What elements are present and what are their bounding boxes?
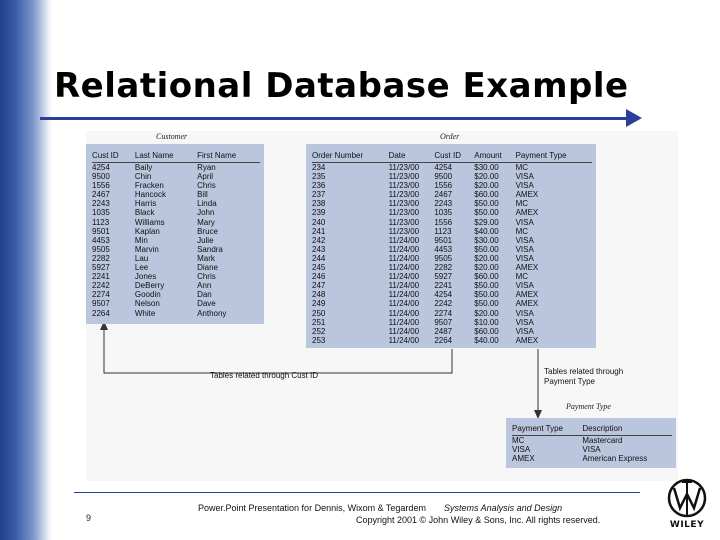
order-cell: $50.00 [474, 208, 499, 218]
customer-cell: 2243 [92, 199, 110, 209]
order-cell: 1556 [434, 217, 453, 227]
order-row [312, 199, 592, 208]
order-cell: AMEX [515, 263, 539, 273]
order-cell: 236 [312, 181, 326, 191]
customer-cell: Goodin [134, 290, 161, 300]
order-cell: $50.00 [474, 299, 499, 309]
order-cell: 248 [312, 290, 326, 300]
customer-row [92, 299, 260, 308]
order-table [312, 149, 592, 345]
order-cell: 11/23/00 [388, 181, 420, 191]
customer-row [92, 163, 260, 173]
order-cell: 11/23/00 [388, 163, 420, 172]
customer-row [92, 236, 260, 245]
customer-cell: Julie [197, 235, 214, 245]
customer-cell: Baily [134, 163, 153, 172]
order-cell: $60.00 [474, 190, 499, 200]
order-header-cell: Date [389, 149, 435, 163]
customer-cell: Marvin [134, 244, 159, 254]
customer-row [92, 263, 260, 272]
order-cell: 4453 [434, 244, 453, 254]
order-cell: 1123 [434, 226, 452, 236]
customer-cell: Harris [134, 199, 157, 209]
payment-cell: VISA [512, 445, 531, 455]
order-header-cell: Cust ID [434, 149, 474, 163]
order-cell: 9505 [434, 253, 453, 263]
title-underline [40, 117, 632, 120]
payment-cell: VISA [582, 445, 601, 455]
payment-row [512, 436, 672, 446]
order-cell: 1035 [434, 208, 453, 218]
customer-row [92, 218, 260, 227]
customer-cell: 2242 [92, 281, 110, 291]
order-cell: 11/24/00 [388, 299, 420, 309]
order-cell: VISA [515, 244, 534, 254]
customer-cell: 2274 [92, 290, 110, 300]
order-cell: 11/24/00 [388, 290, 420, 300]
order-cell: 11/24/00 [388, 326, 420, 336]
customer-cell: Jones [134, 272, 157, 282]
order-cell: VISA [515, 217, 534, 227]
order-row [312, 254, 592, 263]
order-cell: 244 [312, 253, 326, 263]
customer-header-row [92, 149, 260, 163]
page-number: 9 [86, 513, 92, 523]
order-cell: 238 [312, 199, 326, 209]
customer-header-cell: Cust ID [92, 149, 135, 163]
order-cell: 234 [312, 163, 326, 172]
customer-cell: Dave [197, 299, 216, 309]
payment-header-cell: Payment Type [512, 422, 582, 436]
order-caption: Order [440, 132, 460, 141]
order-row [312, 290, 592, 299]
customer-cell: DeBerry [134, 281, 165, 291]
order-cell: VISA [515, 281, 534, 291]
order-cell: 2467 [434, 190, 453, 200]
order-cell: 4254 [434, 290, 453, 300]
order-cell: 240 [312, 217, 326, 227]
slide-title: Relational Database Example [54, 66, 629, 106]
order-cell: 2282 [434, 263, 453, 273]
order-cell: AMEX [515, 290, 539, 300]
order-cell: $50.00 [474, 290, 499, 300]
order-cell: $20.00 [474, 253, 499, 263]
order-row [312, 163, 592, 173]
customer-cell: 1556 [92, 181, 110, 191]
order-cell: 11/23/00 [388, 190, 420, 200]
order-cell: 253 [312, 335, 326, 345]
footer-copyright: Copyright 2001 © John Wiley & Sons, Inc. All rights reserved. [356, 515, 601, 525]
customer-cell: Ryan [197, 163, 216, 172]
customer-cell: April [197, 172, 214, 182]
payment-row [512, 445, 672, 454]
order-row [312, 309, 592, 318]
order-cell: 1556 [434, 181, 453, 191]
order-cell: $50.00 [474, 199, 499, 209]
customer-table [92, 149, 260, 318]
payment-cell: AMEX [512, 454, 535, 464]
order-cell: 241 [312, 226, 326, 236]
order-cell: 11/23/00 [388, 226, 420, 236]
order-cell: MC [515, 199, 529, 209]
payment-cell: MC [512, 436, 525, 445]
order-cell: 11/24/00 [388, 263, 420, 273]
order-cell: 243 [312, 244, 326, 254]
order-cell: 9500 [434, 172, 453, 182]
order-cell: MC [515, 163, 529, 172]
order-cell: 2274 [434, 308, 453, 318]
title-arrow-icon [626, 109, 642, 127]
order-row [312, 263, 592, 272]
order-row [312, 190, 592, 199]
order-cell: AMEX [515, 299, 539, 309]
order-cell: $20.00 [474, 172, 499, 182]
customer-row [92, 208, 260, 217]
order-cell: $60.00 [474, 272, 499, 282]
customer-row [92, 309, 260, 318]
order-cell: $30.00 [474, 163, 499, 172]
payment-caption: Payment Type [566, 402, 611, 411]
payment-relation-label-line1: Tables related through [544, 367, 624, 376]
customer-row [92, 172, 260, 181]
customer-row [92, 245, 260, 254]
order-cell: 235 [312, 172, 326, 182]
customer-cell: 1123 [92, 217, 110, 227]
customer-row [92, 199, 260, 208]
customer-cell: Sandra [197, 244, 223, 254]
order-row [312, 181, 592, 190]
customer-cell: Black [134, 208, 155, 218]
customer-cell: Mary [197, 217, 215, 227]
footer-rule [74, 492, 640, 493]
order-cell: VISA [515, 308, 534, 318]
customer-row [92, 254, 260, 263]
order-cell: 252 [312, 326, 326, 336]
order-row [312, 299, 592, 308]
customer-cell: 9500 [92, 172, 110, 182]
order-header-cell: Payment Type [516, 149, 592, 163]
order-cell: 246 [312, 272, 326, 282]
order-cell: 11/23/00 [388, 172, 420, 182]
order-row [312, 327, 592, 336]
customer-cell: Bruce [197, 226, 218, 236]
order-cell: AMEX [515, 190, 539, 200]
order-row [312, 272, 592, 281]
customer-cell: Min [134, 235, 148, 245]
customer-cell: Hancock [134, 190, 166, 200]
customer-cell: 9507 [92, 299, 110, 309]
order-cell: 11/24/00 [388, 308, 420, 318]
order-cell: $60.00 [474, 326, 499, 336]
order-cell: 249 [312, 299, 326, 309]
order-cell: $50.00 [474, 244, 499, 254]
order-row [312, 236, 592, 245]
order-cell: $20.00 [474, 263, 499, 273]
payment-header-cell: Description [582, 422, 672, 436]
customer-cell: Lau [134, 253, 149, 263]
side-gradient-bar [0, 0, 52, 540]
payment-header-row [512, 422, 672, 436]
order-cell: $10.00 [474, 317, 499, 327]
footer-presentation-text: Power.Point Presentation for Dennis, Wixom & Tegardem [198, 503, 426, 513]
customer-cell: Fracken [134, 181, 164, 191]
customer-cell: Kaplan [134, 226, 160, 236]
payment-row [512, 454, 672, 463]
customer-cell: 2241 [92, 272, 110, 282]
customer-cell: Dan [197, 290, 212, 300]
order-cell: $29.00 [474, 217, 499, 227]
customer-cell: Bill [197, 190, 208, 200]
order-cell: MC [515, 226, 529, 236]
order-cell: 237 [312, 190, 326, 200]
customer-cell: Chris [197, 272, 216, 282]
order-cell: MC [515, 272, 529, 282]
order-cell: 2243 [434, 199, 453, 209]
customer-caption: Customer [156, 132, 188, 141]
order-cell: $40.00 [474, 335, 499, 345]
order-row [312, 336, 592, 345]
order-cell: 11/24/00 [388, 235, 420, 245]
order-cell: 11/23/00 [388, 208, 420, 218]
order-cell: 11/23/00 [388, 217, 420, 227]
payment-table [512, 422, 672, 463]
order-cell: $50.00 [474, 281, 499, 291]
order-cell: VISA [515, 326, 534, 336]
wiley-logo-text: WILEY [669, 520, 705, 530]
order-cell: AMEX [515, 208, 539, 218]
order-cell: VISA [515, 235, 534, 245]
payment-relation-label-line2: Payment Type [544, 377, 595, 386]
order-cell: 250 [312, 308, 326, 318]
order-header-cell: Amount [474, 149, 515, 163]
order-cell: 11/24/00 [388, 272, 420, 282]
order-cell: 2487 [434, 326, 453, 336]
customer-cell: Linda [197, 199, 217, 209]
order-cell: 11/23/00 [388, 199, 420, 209]
customer-row [92, 290, 260, 299]
customer-cell: John [197, 208, 215, 218]
customer-cell: Chris [197, 181, 216, 191]
order-cell: 11/24/00 [388, 253, 420, 263]
order-cell: VISA [515, 253, 534, 263]
customer-cell: Williams [134, 217, 165, 227]
customer-cell: 4254 [92, 163, 110, 172]
footer-credit [198, 503, 562, 513]
order-cell: 251 [312, 317, 326, 327]
order-header-cell: Order Number [312, 149, 389, 163]
order-row [312, 208, 592, 217]
order-row [312, 281, 592, 290]
order-cell: 9501 [434, 235, 453, 245]
order-cell: 247 [312, 281, 326, 291]
order-cell: $40.00 [474, 226, 499, 236]
order-cell: VISA [515, 181, 534, 191]
customer-cell: Diane [197, 263, 218, 273]
customer-cell: Ann [197, 281, 212, 291]
customer-cell: 9505 [92, 244, 110, 254]
order-cell: 11/24/00 [388, 281, 420, 291]
customer-row [92, 181, 260, 190]
customer-cell: Nelson [134, 299, 160, 309]
customer-cell: White [134, 308, 156, 318]
database-figure [86, 131, 678, 481]
customer-cell: 5927 [92, 263, 110, 273]
order-cell: 11/24/00 [388, 317, 420, 327]
customer-cell: 9501 [92, 226, 110, 236]
order-cell: 2241 [434, 281, 453, 291]
customer-cell: 4453 [92, 235, 110, 245]
customer-cell: Mark [197, 253, 215, 263]
customer-cell: Anthony [197, 308, 227, 318]
customer-cell: 1035 [92, 208, 110, 218]
order-header-row [312, 149, 592, 163]
customer-cell: Lee [134, 263, 149, 273]
order-cell: 239 [312, 208, 326, 218]
order-row [312, 172, 592, 181]
order-cell: $20.00 [474, 308, 499, 318]
cust-id-relation-label: Tables related through Cust ID [210, 371, 319, 380]
customer-cell: Chin [134, 172, 152, 182]
customer-row [92, 272, 260, 281]
order-cell: VISA [515, 172, 534, 182]
customer-header-cell: Last Name [135, 149, 197, 163]
order-row [312, 218, 592, 227]
customer-row [92, 227, 260, 236]
order-cell: 245 [312, 263, 326, 273]
order-cell: AMEX [515, 335, 539, 345]
order-cell: 4254 [434, 163, 453, 172]
footer-book-title: Systems Analysis and Design [443, 503, 563, 513]
order-cell: 2264 [434, 335, 453, 345]
customer-cell: 2282 [92, 253, 110, 263]
customer-header-cell: First Name [197, 149, 260, 163]
order-cell: 11/24/00 [388, 244, 420, 254]
order-cell: $20.00 [474, 181, 499, 191]
customer-row [92, 190, 260, 199]
order-row [312, 318, 592, 327]
customer-cell: 2264 [92, 308, 110, 318]
order-row [312, 245, 592, 254]
order-cell: 2242 [434, 299, 453, 309]
customer-cell: 2467 [92, 190, 110, 200]
order-cell: VISA [515, 317, 534, 327]
order-cell: 11/24/00 [388, 335, 420, 345]
order-cell: 5927 [434, 272, 453, 282]
payment-cell: Mastercard [582, 436, 623, 445]
order-cell: 9507 [434, 317, 453, 327]
order-row [312, 227, 592, 236]
customer-row [92, 281, 260, 290]
order-cell: 242 [312, 235, 326, 245]
payment-cell: American Express [582, 454, 648, 464]
order-cell: $30.00 [474, 235, 499, 245]
